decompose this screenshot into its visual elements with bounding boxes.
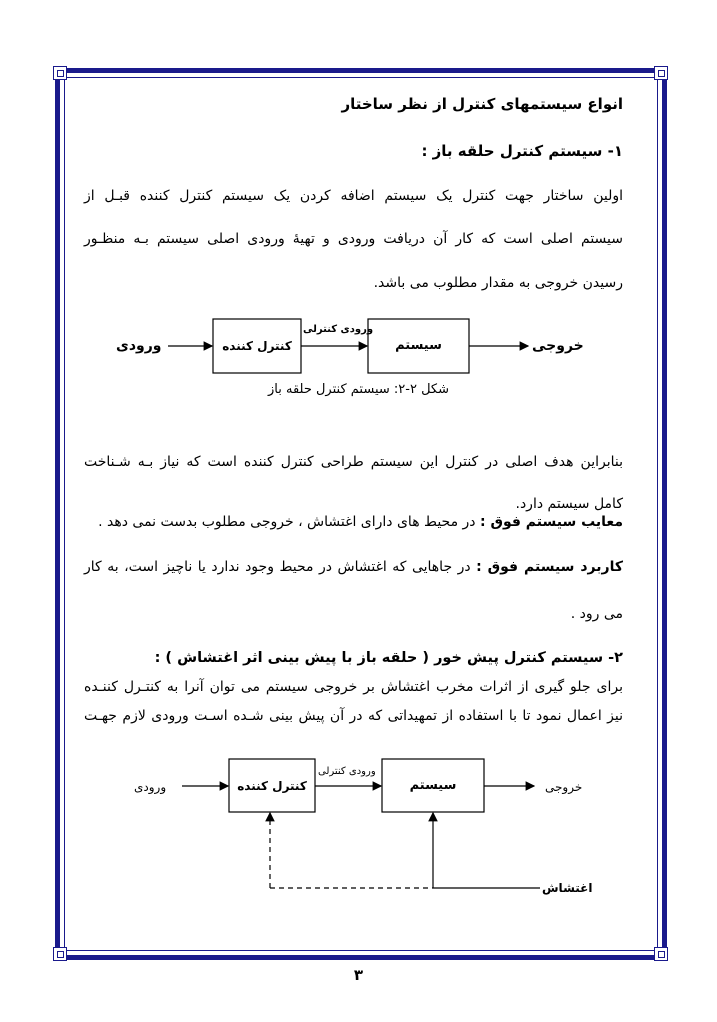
corner-ornament-tr [654,66,668,80]
diagram1-controller-label: کنترل کننده [222,339,292,353]
section1-para-line2: سیستم اصلی است که کار آن دریافت ورودی و تهیهٔ ورودی اصلی سیستم بـه منظـور [84,231,623,247]
corner-ornament-bl [53,947,67,961]
diagram2-control-input-label: ورودی کنترلی [318,766,376,777]
drawbacks-text: در محیط های دارای اغتشاش ، خروجی مطلوب بدست نمی دهد . [98,514,480,530]
figure-caption: شکل ۲-۲: سیستم کنترل حلقه باز [267,382,450,397]
section1-para-line1: اولین ساختار جهت کنترل یک سیستم اضافه کردن یک سیستم کنترل کننده قبـل از [84,188,623,204]
section2-para-line1: برای جلو گیری از اثرات مخرب اغتشاش بر خروجی سیستم می توان آنرا به کنتـرل کننـده [84,679,623,695]
diagram2-disturbance-label: اغتشاش [542,881,593,895]
diagram1-system-label: سیستم [395,338,442,353]
corner-ornament-br [654,947,668,961]
section2-heading: ۲- سیستم کنترل پیش خور ( حلقه باز با پیش بینی اثر اغتشاش ) : [154,650,623,666]
diagram2-system-label: سیستم [409,778,457,793]
usage-label: کاربرد سیستم فوق : [476,559,623,575]
section1-para-line3: رسیدن خروجی به مقدار مطلوب می باشد. [373,275,623,291]
drawbacks-label: معایب سیستم فوق : [479,514,623,530]
usage-text: در جاهایی که اغتشاش در محیط وجود ندارد یا ناچیز است، به کار [84,559,477,575]
diagram2-output-label: خروجی [545,780,583,794]
corner-ornament-tl [53,66,67,80]
drawbacks-line [98,512,623,532]
section1-heading: ۱- سیستم کنترل حلقه باز : [421,142,623,160]
page-number: ۳ [353,966,364,984]
section1-para2-line2: کامل سیستم دارد. [515,496,623,512]
usage-line [84,557,623,577]
section1-para2-line1: بنابراین هدف اصلی در کنترل این سیستم طراحی کنترل کننده است که نیاز بـه شـناخت [84,454,623,470]
page-title: انواع سیستمهای کنترل از نظر ساختار [341,95,623,113]
diagram1-control-input-label: ورودی کنترلی [303,324,374,335]
usage-cont: می رود . [570,606,623,622]
diagram2-input-label: ورودی [134,780,167,794]
diagram1-input-label: ورودی [116,338,162,354]
diagram1-output-label: خروجی [532,338,584,354]
section2-para-line2: نیز اعمال نمود تا با استفاده از تمهیداتی که در آن پیش بینی شـده اسـت ورودی لازم جهـت [84,708,623,724]
diagram2-controller-label: کنترل کننده [237,779,307,793]
